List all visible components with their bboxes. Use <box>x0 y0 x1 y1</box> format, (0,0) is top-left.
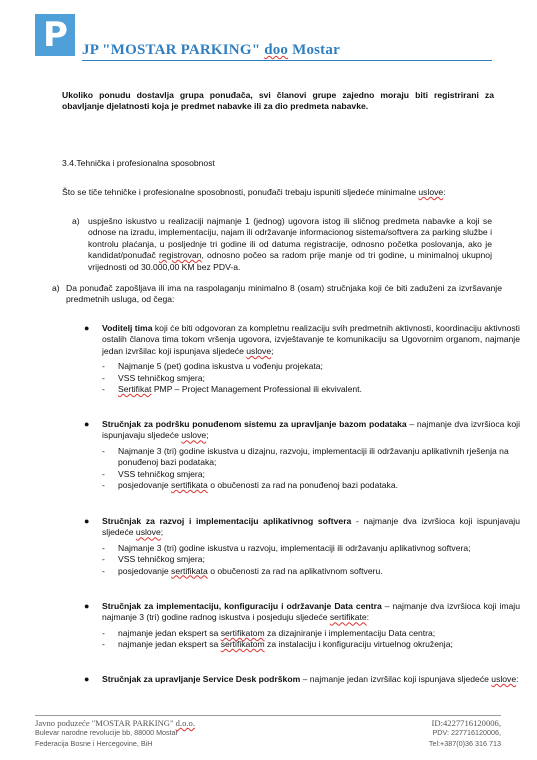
requirement-list <box>102 446 520 492</box>
company-logo <box>35 14 75 56</box>
bullet-dot-icon: ● <box>84 674 90 684</box>
requirement-text: za dizajniranje i implementaciju Data centra; <box>264 627 436 638</box>
requirement-flagged-word: sertifikatom <box>220 639 265 650</box>
requirement-flagged-word: sertifikata <box>171 565 208 576</box>
requirement-item: - Najmanje 5 (pet) godina iskustva u vođenju projekata; <box>102 361 323 372</box>
expert-desc: – najmanje jedan izvršilac koji ispunjava sljedeće <box>300 674 492 684</box>
requirement-text: Najmanje 3 (tri) godine iskustva u razvoju, implementaciji ili održavanju aplikativnog softvera; <box>118 542 471 553</box>
requirement-item: - Najmanje 3 (tri) godine iskustva u dizajnu, razvoju, implementaciji ili održavanju aplikativnih rješenja na ponuđenoj bazi podataka; <box>102 445 509 468</box>
requirement-item: - najmanje jedan ekspert sa sertifikatom za dizajniranje i implementaciju Data centra; <box>102 627 436 638</box>
requirement-item: - posjedovanje sertifikata o obučenosti za rad na ponuđenoj bazi podataka. <box>102 480 398 491</box>
bullet-dot-icon: ● <box>84 419 90 429</box>
expert-title: Stručnjak za upravljanje Service Desk podrškom <box>102 674 301 684</box>
expert-title: Stručnjak za razvoj i implementaciju aplikativnog softvera <box>102 516 352 526</box>
expert-end: : <box>516 674 519 684</box>
section-lead <box>62 187 502 198</box>
expert-title: Stručnjak za podršku ponuđenom sistemu za upravljanje bazom podataka <box>102 419 407 429</box>
footer-address <box>35 718 195 749</box>
footer-vat: PDV: 227716120006, <box>432 728 501 738</box>
requirement-item: - Najmanje 3 (tri) godine iskustva u razvoju, implementaciji ili održavanju aplikativnog softvera; <box>102 542 471 553</box>
section-title: 3.4.Tehnička i profesionalna sposobnost <box>62 158 215 168</box>
expert-bullet-text <box>102 601 520 624</box>
expert-flagged-word: uslove <box>491 674 517 684</box>
requirement-list <box>102 543 520 577</box>
requirement-text: za instalaciju i konfiguraciju virtuelnog okruženja; <box>264 639 453 650</box>
company-doo: doo <box>264 42 289 58</box>
list-item-a1 <box>72 216 492 273</box>
bullet-dot-icon: ● <box>84 323 90 333</box>
footer-company-name: Javno poduzeće "MOSTAR PARKING" <box>35 718 176 728</box>
expert-end: : <box>366 612 370 623</box>
requirement-item: - VSS tehničkog smjera; <box>102 468 205 479</box>
requirement-text: VSS tehničkog smjera; <box>118 554 205 565</box>
requirement-text: VSS tehničkog smjera; <box>118 468 205 479</box>
logo-letter: P <box>43 15 68 55</box>
requirement-text: posjedovanje <box>118 480 172 491</box>
footer-phone: Tel:+387(0)36 316 713 <box>428 738 501 748</box>
list-item-a2 <box>52 283 502 306</box>
requirement-text: Najmanje 5 (pet) godina iskustva u vođenju projekata; <box>118 361 323 372</box>
requirement-text: najmanje jedan ekspert sa <box>118 639 221 650</box>
expert-end: ; <box>160 527 164 538</box>
list-item-text <box>88 216 492 273</box>
list-marker: a) <box>72 216 80 226</box>
item-a1-flagged-word: registrovan <box>159 250 202 261</box>
footer-id: ID:4227716120006, <box>431 718 501 728</box>
lead-text: Što se tiče tehničke i profesionalne sposobnosti, ponuđači trebaju ispuniti sljedeće minimalne <box>62 187 419 197</box>
expert-flagged-word: uslove <box>135 527 161 538</box>
expert-title: Stručnjak za implementaciju, konfiguraciju i održavanje Data centra <box>102 601 382 611</box>
requirement-text: najmanje jedan ekspert sa <box>118 627 221 638</box>
header-divider <box>82 60 492 61</box>
footer-country: Federacija Bosne i Hercegovine, BiH <box>35 738 153 748</box>
expert-flagged-word: uslove <box>181 430 207 441</box>
requirement-text: Najmanje 3 (tri) godine iskustva u dizajnu, razvoju, implementaciji ili održavanju aplikativnih rješenja na ponuđenoj bazi podataka; <box>118 445 509 468</box>
footer-company-doo: d.o.o. <box>175 718 195 728</box>
expert-desc: - najmanje dva izvršioca koji ispunjavaju sljedeće <box>102 516 520 538</box>
requirement-flagged-word: Sertifikat <box>118 384 152 395</box>
footer-street: Bulevar narodne revolucije bb, 88000 Mostar <box>35 728 179 738</box>
list-marker: a) <box>52 283 60 293</box>
requirement-item: - VSS tehničkog smjera; <box>102 372 205 383</box>
expert-bullet-text <box>102 419 520 442</box>
footer-ids <box>429 718 501 749</box>
requirement-text: o obučenosti za rad na aplikativnom softveru. <box>207 565 383 576</box>
requirement-text: PMP – Project Management Professional ili ekvivalent. <box>151 384 362 395</box>
item-a1-text-2: , odnosno počeo sa radom prije manje od tri godine, u minimalnoj ukupnoj vrijednosti od 30.000,00 KM bez PDV-a. <box>88 250 492 272</box>
intro-paragraph: Ukoliko ponudu dostavlja grupa ponuđača, svi članovi grupe zajedno moraju biti registrirani za obavljanje djelatnosti koja je predmet nabavke ili za dio predmeta nabavke. <box>62 90 494 112</box>
expert-title: Voditelj tima <box>102 323 153 333</box>
expert-bullet <box>84 419 520 491</box>
lead-end: : <box>443 187 446 197</box>
requirement-item: - VSS tehničkog smjera; <box>102 554 205 565</box>
company-name <box>82 42 340 59</box>
requirement-text: VSS tehničkog smjera; <box>118 372 205 383</box>
expert-bullet <box>84 323 520 395</box>
expert-bullet-text <box>102 674 520 685</box>
expert-desc: – najmanje dva izvršioca koji ispunjavaju sljedeće <box>102 419 520 441</box>
expert-end: ; <box>271 345 274 356</box>
expert-bullet <box>84 516 520 577</box>
requirement-item: - najmanje jedan ekspert sa sertifikatom za instalaciju i konfiguraciju virtuelnog okruženja; <box>102 639 453 650</box>
requirement-item: - Sertifikat PMP – Project Management Professional ili ekvivalent. <box>102 384 362 395</box>
bullet-dot-icon: ● <box>84 601 90 611</box>
requirement-flagged-word: sertifikatom <box>220 627 265 638</box>
expert-desc: – najmanje dva izvršioca koji imaju najmanje 3 (tri) godine radnog iskustva i posjeduju sljedeće <box>102 601 520 623</box>
item-a1-text-1: uspješno iskustvo u realizaciji najmanje 1 (jednog) ugovora istog ili sličnog predmeta nabavke a koji se odnose na izradu, implementaciju, najam ili održavanje informacionog sistema/softvera za parking službe i kontrolu plaćanja, u posljednje tri godine ili od datuma registracije, odnosno početka poslovanja, ako je kandidat/ponuđač <box>88 216 492 261</box>
requirement-text: posjedovanje <box>118 565 172 576</box>
company-prefix: JP "MOSTAR PARKING" <box>82 42 265 58</box>
expert-bullet <box>84 601 520 651</box>
expert-desc: koji će biti odgovoran za kompletnu realizaciju svih predmetnih aktivnosti, koordinaciju aktivnosti ostalih članova tima tokom vršenja ugovora, izvještavanje te komunikaciju sa Ugovornim organom, najmanje jedan izvršilac koji ispunjava sljedeće <box>102 323 520 356</box>
requirement-flagged-word: sertifikata <box>171 480 208 491</box>
footer-company <box>35 718 195 728</box>
list-item-text: Da ponuđač zapošljava ili ima na raspolaganju minimalno 8 (osam) stručnjaka koji će biti zaduženi za izvršavanje predmetnih usluga, od čega: <box>66 283 502 305</box>
expert-bullet <box>84 674 520 685</box>
expert-bullet-text <box>102 323 520 357</box>
requirement-text: o obučenosti za rad na ponuđenoj bazi podataka. <box>207 480 398 491</box>
footer-divider <box>35 715 501 716</box>
expert-flagged-word: uslove <box>246 345 272 356</box>
requirement-list <box>102 628 520 651</box>
expert-flagged-word: sertifikate <box>329 612 367 623</box>
expert-bullet-text <box>102 516 520 539</box>
bullet-dot-icon: ● <box>84 516 90 526</box>
company-suffix: Mostar <box>288 42 340 58</box>
requirement-list <box>102 361 520 395</box>
requirement-item: - posjedovanje sertifikata o obučenosti za rad na aplikativnom softveru. <box>102 565 383 576</box>
expert-end: ; <box>206 430 209 441</box>
lead-flagged-word: uslove <box>418 187 444 197</box>
